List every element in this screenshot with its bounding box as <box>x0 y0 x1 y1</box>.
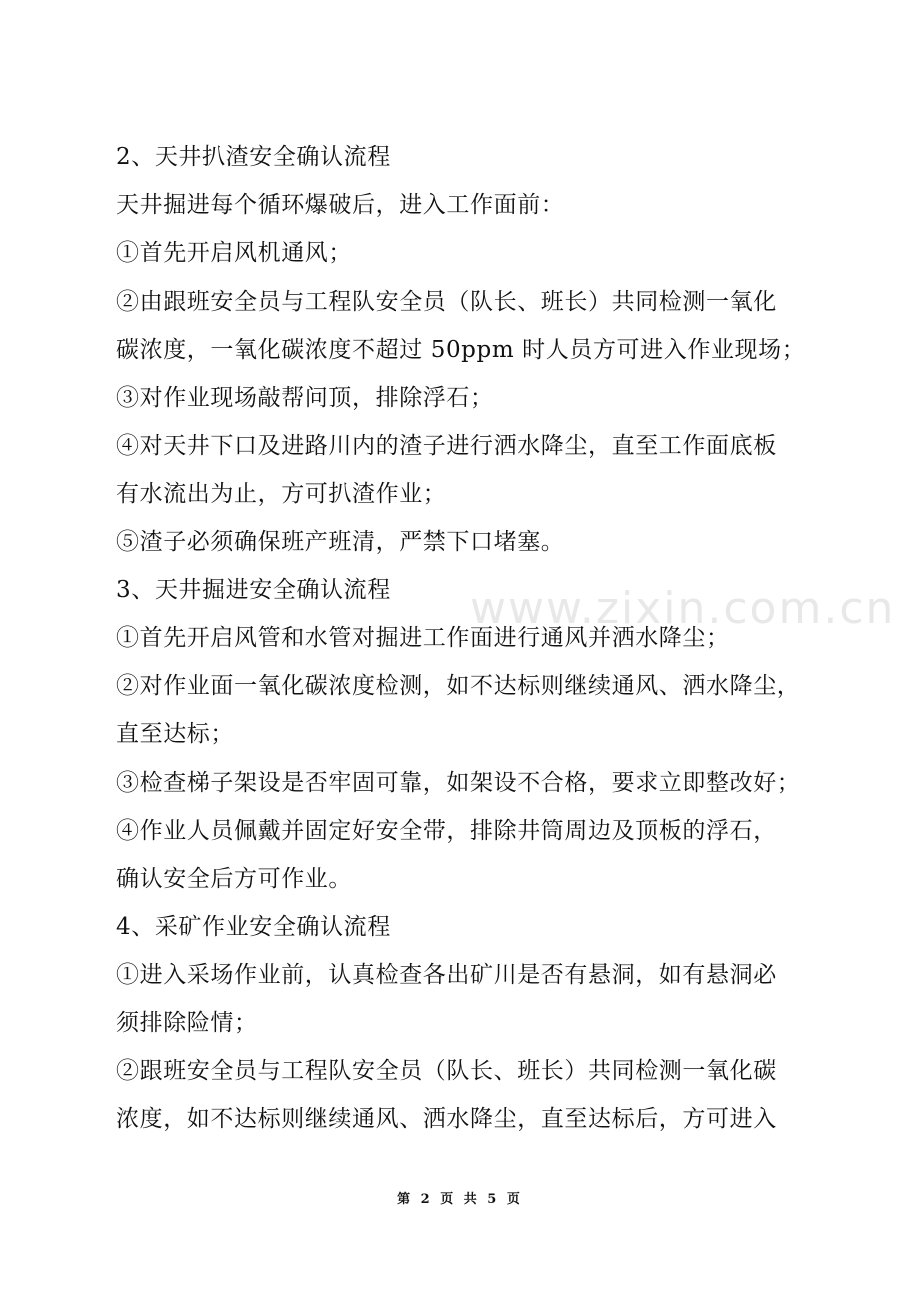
section-heading-4: 4、采矿作业安全确认流程 <box>116 914 391 940</box>
list-item: ④作业人员佩戴并固定好安全带，排除井筒周边及顶板的浮石， <box>116 818 777 844</box>
paragraph-line: 天井掘进每个循环爆破后，进入工作面前： <box>116 192 565 218</box>
section-heading-2: 2、天井扒渣安全确认流程 <box>116 144 391 170</box>
watermark: www.zixin.com.cn <box>470 583 896 634</box>
list-item-continued: 须排除险情； <box>116 1010 258 1036</box>
list-item-continued: 有水流出为止，方可扒渣作业； <box>116 481 447 507</box>
section-heading-3: 3、天井掘进安全确认流程 <box>116 577 391 603</box>
list-item: ②跟班安全员与工程队安全员（队长、班长）共同检测一氧化碳 <box>116 1058 777 1084</box>
list-item: ②对作业面一氧化碳浓度检测，如不达标则继续通风、洒水降尘， <box>116 673 801 699</box>
list-item: ③检查梯子架设是否牢固可靠，如架设不合格，要求立即整改好； <box>116 770 801 796</box>
list-item: ②由跟班安全员与工程队安全员（队长、班长）共同检测一氧化 <box>116 289 777 315</box>
list-item-continued: 碳浓度，一氧化碳浓度不超过 50ppm 时人员方可进入作业现场； <box>116 337 806 363</box>
list-item: ①进入采场作业前，认真检查各出矿川是否有悬洞，如有悬洞必 <box>116 962 777 988</box>
list-item: ①首先开启风机通风； <box>116 240 352 266</box>
list-item-continued: 确认安全后方可作业。 <box>116 866 352 892</box>
list-item: ①首先开启风管和水管对掘进工作面进行通风并洒水降尘； <box>116 625 730 651</box>
list-item-continued: 直至达标； <box>116 721 234 747</box>
page-footer: 第 2 页 共 5 页 <box>397 1192 523 1207</box>
list-item: ④对天井下口及进路川内的渣子进行洒水降尘，直至工作面底板 <box>116 433 777 459</box>
list-item: ③对作业现场敲帮问顶，排除浮石； <box>116 385 494 411</box>
list-item-continued: 浓度，如不达标则继续通风、洒水降尘，直至达标后，方可进入 <box>116 1106 777 1132</box>
list-item: ⑤渣子必须确保班产班清，严禁下口堵塞。 <box>116 529 565 555</box>
